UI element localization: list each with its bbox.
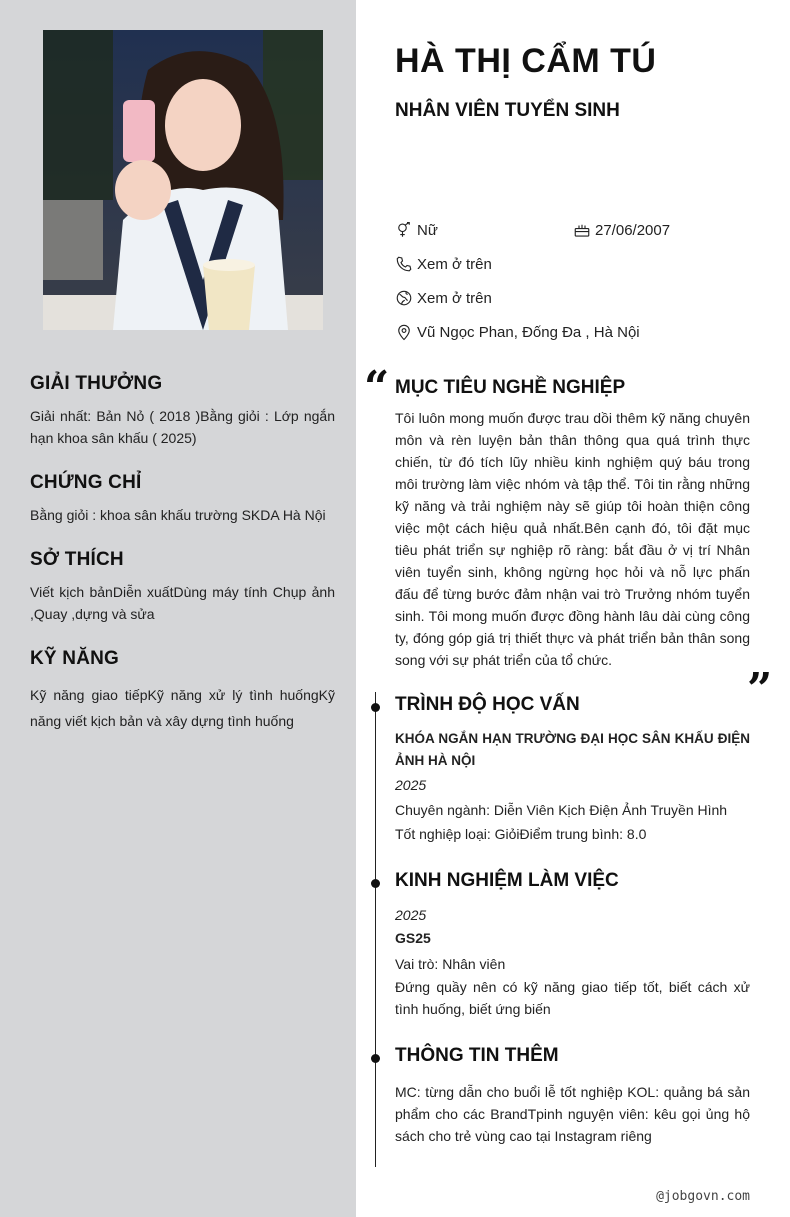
gender-icon [395, 221, 413, 239]
experience-year: 2025 [395, 907, 427, 923]
location-icon [395, 323, 413, 341]
objective-text: Tôi luôn mong muốn được trau dồi thêm kỹ năng chuyên môn và rèn luyện bản thân thông qua quá trình thực chiến, từ đó tích lũy nhiều kinh nghiệm quý báu trong môi trường làm việc nhóm và tập thể. Tôi tin rằng những kỹ năng và trải nghiệm này sẽ giúp tôi hoàn thiện công việc một cách hiệu quả nhất.Bên cạnh đó, tôi đặt mục tiêu phát triển sự nghiệp rõ ràng: bắt đầu ở vị trí Nhân viên tuyển sinh, không ngừng học hỏi và nỗ lực phấn đấu để từng bước đảm nhận vai trò Trưởng nhóm tuyển sinh. Tôi mong muốn được đồng hành lâu dài cùng công ty, đóng góp giá trị thiết thực và phát triển bản thân song song với sự phát triển của tổ chức. [395, 410, 750, 668]
quote-close-icon: ” [747, 664, 773, 715]
experience-company: GS25 [395, 930, 431, 946]
education-major: Chuyên ngành: Diễn Viên Kịch Điện Ảnh Truyền Hình [395, 802, 728, 818]
quote-open-icon: “ [364, 362, 390, 413]
objective-heading: MỤC TIÊU NGHỀ NGHIỆP [395, 377, 626, 398]
hobbies-section [30, 549, 335, 625]
phone-icon [395, 255, 413, 273]
certificates-heading: CHỨNG CHỈ [30, 472, 142, 493]
certificates-text: Bằng giỏi : khoa sân khấu trường SKDA Hà Nội [30, 507, 326, 523]
job-title: NHÂN VIÊN TUYỂN SINH [395, 100, 620, 121]
phone-row [395, 255, 492, 273]
education-grade: Tốt nghiệp loại: GiỏiĐiểm trung bình: 8.0 [395, 826, 647, 842]
website-value: Xem ở trên [417, 289, 492, 307]
gender-value: Nữ [417, 221, 438, 239]
skills-section [30, 648, 335, 734]
skills-heading: KỸ NĂNG [30, 648, 120, 669]
profile-photo [43, 30, 323, 330]
extra-text: MC: từng dẫn cho buổi lễ tốt nghiệp KOL: quảng bá sản phẩm cho các BrandTpinh nguyện viên: kêu gọi ủng hộ sách cho trẻ vùng cao tại Instagram riêng [395, 1084, 750, 1144]
awards-heading: GIẢI THƯỞNG [30, 373, 163, 394]
address-row [395, 323, 640, 341]
candidate-name: HÀ THỊ CẨM TÚ [395, 42, 657, 80]
website-row [395, 289, 492, 307]
timeline-dot [371, 703, 380, 712]
experience-desc: Đứng quầy nên có kỹ năng giao tiếp tốt, biết cách xử tình huống, biết ứng biến [395, 979, 750, 1017]
education-year: 2025 [395, 777, 427, 793]
address-value: Vũ Ngọc Phan, Đống Đa , Hà Nội [417, 323, 640, 341]
calendar-icon [573, 221, 591, 239]
footer-watermark: @jobgovn.com [656, 1189, 750, 1204]
hobbies-heading: SỞ THÍCH [30, 549, 124, 570]
gender-row [395, 221, 438, 239]
birthdate-row [573, 221, 670, 239]
timeline-dot [371, 1054, 380, 1063]
globe-icon [395, 289, 413, 307]
timeline-line [375, 692, 376, 1167]
experience-role: Vai trò: Nhân viên [395, 956, 506, 972]
extra-heading: THÔNG TIN THÊM [395, 1045, 559, 1066]
education-section [395, 694, 750, 846]
birthdate-value: 27/06/2007 [595, 221, 671, 239]
certificates-section [30, 472, 335, 526]
awards-text: Giải nhất: Bản Nỏ ( 2018 )Bằng giỏi : Lớp ngắn hạn khoa sân khấu ( 2025) [30, 408, 335, 446]
skills-text: Kỹ năng giao tiếpKỹ năng xử lý tình huốngKỹ năng viết kịch bản và xây dựng tình huống [30, 687, 335, 729]
extra-section [395, 1045, 750, 1147]
experience-heading: KINH NGHIỆM LÀM VIỆC [395, 870, 619, 891]
objective-section [395, 377, 750, 671]
experience-section [395, 870, 750, 1020]
timeline-dot [371, 879, 380, 888]
awards-section [30, 373, 335, 449]
phone-value: Xem ở trên [417, 255, 492, 273]
education-heading: TRÌNH ĐỘ HỌC VẤN [395, 694, 580, 715]
hobbies-text: Viết kịch bảnDiễn xuấtDùng máy tính Chụp ảnh ,Quay ,dựng và sửa [30, 584, 335, 622]
education-school: KHÓA NGẮN HẠN TRƯỜNG ĐẠI HỌC SÂN KHẤU ĐIỆN ẢNH HÀ NỘI [395, 731, 750, 768]
